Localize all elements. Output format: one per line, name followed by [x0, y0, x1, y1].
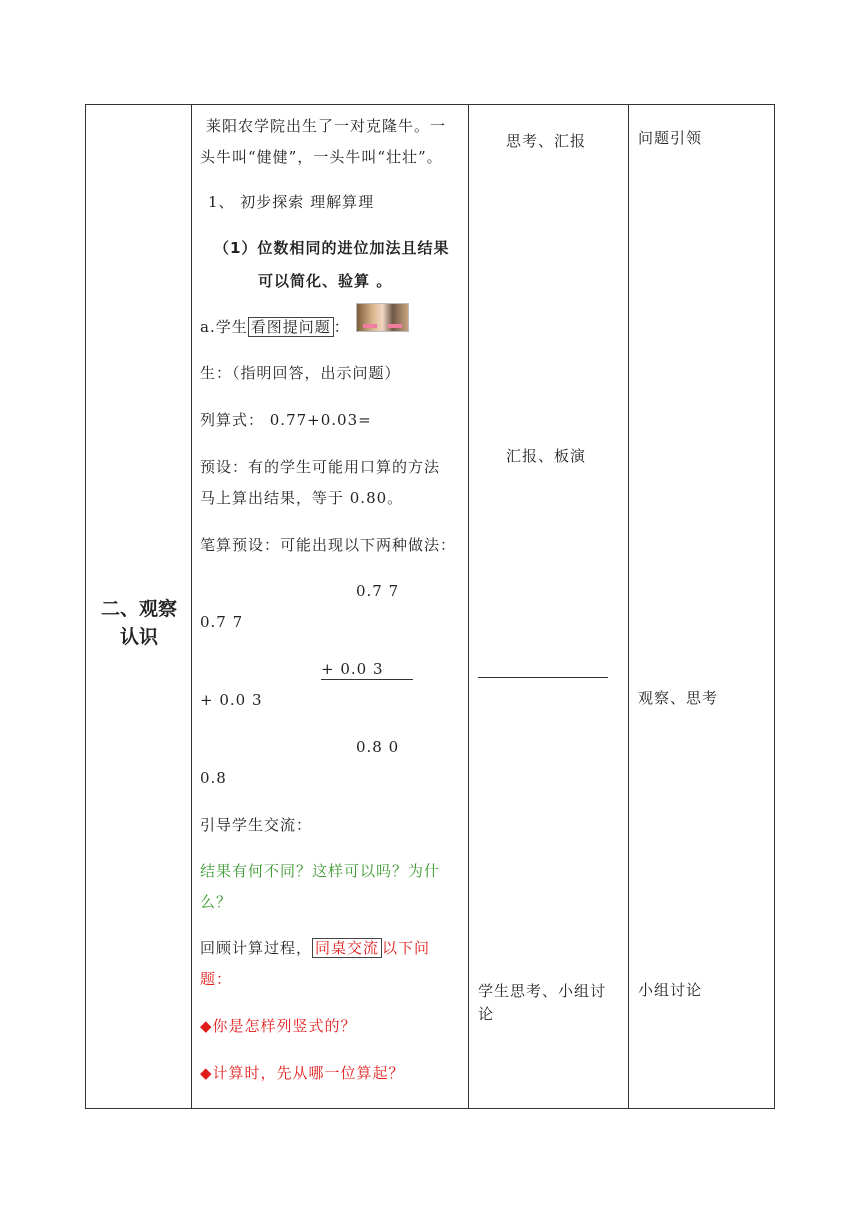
column-divider [628, 105, 629, 1108]
question-prefix: a.学生 [200, 318, 248, 336]
story-line-2: 头牛叫“健健”，一头牛叫“壮壮”。 [200, 148, 443, 166]
calc-a-mid: + 0.0 3 [321, 660, 384, 678]
calc-a-result: 0.8 0 [356, 738, 400, 756]
activity-1: 思考、汇报 [506, 132, 587, 150]
written-preset: 笔算预设：可能出现以下两种做法： [200, 536, 457, 554]
preset-line-1: 预设：有的学生可能用口算的方法 [200, 458, 441, 476]
green-question-2: 么？ [200, 893, 233, 911]
stage-label-line1: 二、观察 [100, 598, 177, 620]
calc-a-top: 0.7 7 [356, 582, 400, 600]
review-boxed: 同桌交流 [312, 938, 382, 958]
activity-3-line-2: 论 [478, 1005, 495, 1023]
calc-b-result: 0.8 [200, 769, 227, 787]
review-suffix: 以下问 [382, 939, 431, 957]
calc-b-top: 0.7 7 [200, 613, 244, 631]
activity-2: 汇报、板演 [506, 447, 587, 465]
activity-divider-line [478, 677, 608, 678]
review-prefix: 回顾计算过程， [200, 939, 313, 957]
review-line-2: 题： [200, 970, 233, 988]
intent-2: 观察、思考 [638, 689, 719, 707]
formula-line: 列算式： 0.77+0.03= [200, 411, 372, 429]
green-question-1: 结果有何不同？这样可以吗？为什 [200, 862, 441, 880]
question-boxed: 看图提问题 [248, 317, 334, 337]
stage-label-line2: 认识 [119, 626, 158, 648]
calc-a-rule [321, 679, 413, 680]
bullet-question-1: ◆你是怎样列竖式的？ [200, 1017, 357, 1035]
subtitle-line-2: 可以简化、验算 。 [258, 272, 393, 290]
column-divider [468, 105, 469, 1108]
student-answer: 生：（指明回答，出示问题） [200, 364, 401, 382]
activity-3-line-1: 学生思考、小组讨 [478, 982, 607, 1000]
question-line [200, 316, 350, 338]
step-1-heading: 1、 初步探索 理解算理 [208, 193, 375, 211]
stage-label [86, 595, 192, 651]
calc-b-mid: + 0.0 3 [200, 691, 263, 709]
intent-1: 问题引领 [638, 129, 703, 147]
cloned-cows-image [356, 303, 409, 332]
question-suffix: ： [333, 318, 350, 336]
bullet-question-2: ◆计算时，先从哪一位算起？ [200, 1064, 405, 1082]
intent-3: 小组讨论 [638, 981, 703, 999]
subtitle-line-1: （1）位数相同的进位加法且结果 [214, 239, 450, 257]
guide-line: 引导学生交流： [200, 816, 313, 834]
story-line-1: 莱阳农学院出生了一对克隆牛。一 [206, 117, 447, 135]
lesson-table [85, 104, 775, 1109]
review-line [200, 937, 430, 959]
preset-line-2: 马上算出结果，等于 0.80。 [200, 489, 404, 507]
